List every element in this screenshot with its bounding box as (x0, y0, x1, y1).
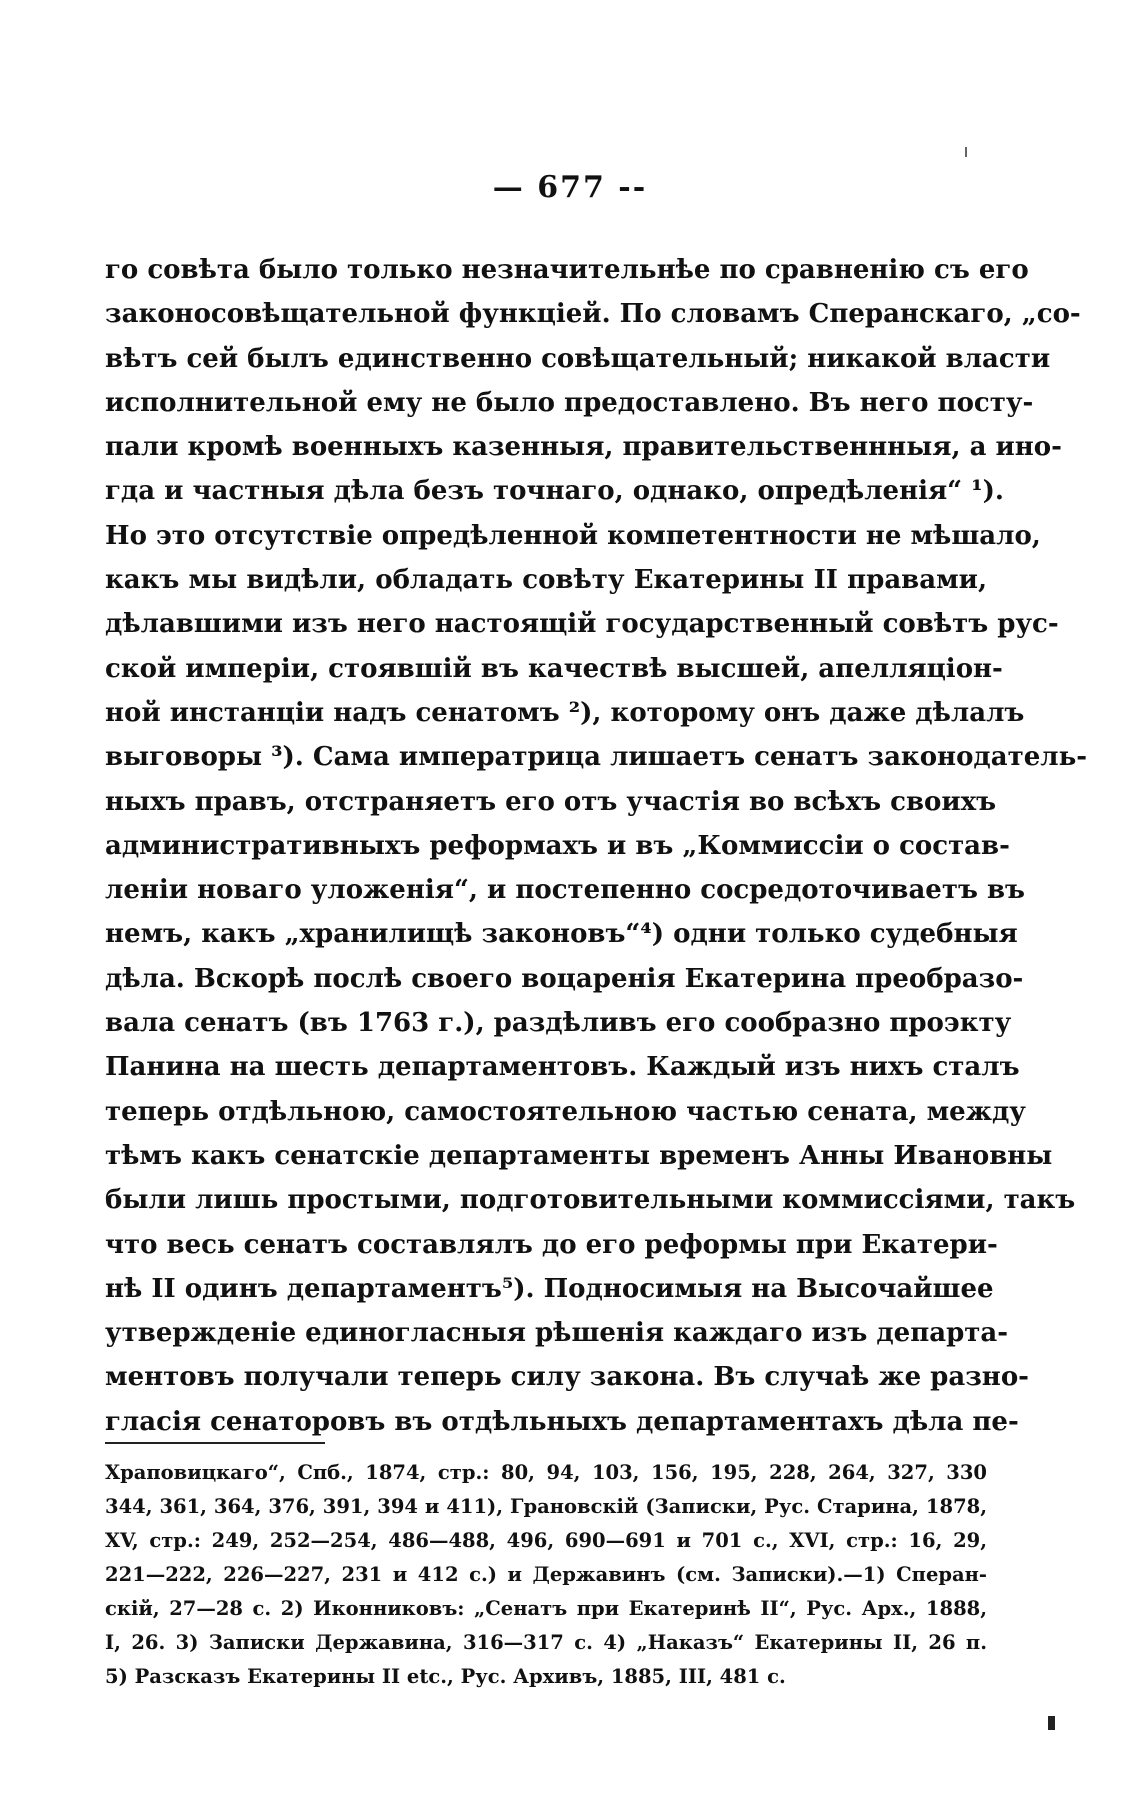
body-line: административныхъ реформахъ и въ „Коммиссіи о состав- (105, 830, 1010, 861)
scan-mark-bottom (1048, 1716, 1055, 1730)
body-line: гда и частныя дѣла безъ точнаго, однако, опредѣленія“ ¹). (105, 476, 1004, 507)
body-line: вѣтъ сей былъ единственно совѣщательный; никакой власти (105, 343, 1051, 374)
body-line: ныхъ правъ, отстраняетъ его отъ участія во всѣхъ своихъ (105, 786, 997, 817)
body-line: нѣ II одинъ департаментъ⁵). Подносимыя на Высочайшее (105, 1273, 994, 1304)
body-line: го совѣта было только незначительнѣе по сравненію съ его (105, 255, 1029, 285)
footnote-line: Храповицкаго“, Спб., 1874, стр.: 80, 94, 103, 156, 195, 228, 264, 327, 330 (105, 1461, 987, 1484)
body-line: леніи новаго уложенія“, и постепенно сосредоточиваетъ въ (105, 875, 1025, 906)
body-line: дѣла. Вскорѣ послѣ своего воцаренія Екатерина преобразо- (105, 963, 1024, 994)
page-number: — 677 -- (492, 170, 648, 205)
footnote-divider (105, 1442, 325, 1444)
body-line: вала сенатъ (въ 1763 г.), раздѣливъ его сообразно проэкту (105, 1008, 1012, 1039)
body-line: ментовъ получали теперь силу закона. Въ случаѣ же разно- (105, 1362, 1029, 1393)
body-line: ной инстанціи надъ сенатомъ ²), которому онъ даже дѣлалъ (105, 697, 1025, 728)
footnote-line: 5) Разсказъ Екатерины II etc., Рус. Архивъ, 1885, III, 481 с. (105, 1665, 786, 1688)
body-line: пали кромѣ военныхъ казенныя, правительственнныя, а ино- (105, 432, 1062, 463)
body-line: были лишь простыми, подготовительными коммиссіями, такъ (105, 1185, 1076, 1216)
body-line: утвержденіе единогласныя рѣшенія каждаго изъ департа- (105, 1318, 1009, 1349)
body-line: теперь отдѣльною, самостоятельною частью сената, между (105, 1096, 1026, 1127)
body-line: дѣлавшими изъ него настоящій государственный совѣтъ рус- (105, 609, 1059, 640)
body-line: исполнительной ему не было предоставлено. Въ него посту- (105, 387, 1034, 418)
body-line: тѣмъ какъ сенатскіе департаменты временъ Анны Ивановны (105, 1140, 1053, 1171)
body-line: какъ мы видѣли, обладать совѣту Екатерины II правами, (105, 565, 987, 596)
body-line: выговоры ³). Сама императрица лишаетъ сенатъ законодатель- (105, 742, 1088, 773)
body-line: Панина на шесть департаментовъ. Каждый изъ нихъ сталъ (105, 1052, 1020, 1083)
body-line: гласія сенаторовъ въ отдѣльныхъ департаментахъ дѣла пе- (105, 1406, 1019, 1437)
footnote-line: I, 26. 3) Записки Державина, 316—317 с. 4) „Наказъ“ Екатерины II, 26 п. (105, 1631, 987, 1654)
scan-mark-top (965, 147, 967, 157)
body-line: ской имперіи, стоявшій въ качествѣ высшей, апелляціон- (105, 653, 1003, 684)
footnote-line: 221—222, 226—227, 231 и 412 с.) и Державинъ (см. Записки).—1) Сперан- (105, 1563, 987, 1586)
footnote-line: скій, 27—28 с. 2) Иконниковъ: „Сенатъ при Екатеринѣ II“, Рус. Арх., 1888, (105, 1597, 987, 1620)
footnote-line: 344, 361, 364, 376, 391, 394 и 411), Грановскій (Записки, Рус. Старина, 1878, (105, 1495, 987, 1518)
footnotes (105, 1456, 987, 1694)
body-line: Но это отсутствіе опредѣленной компетентности не мѣшало, (105, 520, 1041, 551)
body-line: что весь сенатъ составлялъ до его реформы при Екатери- (105, 1229, 998, 1260)
body-text (105, 248, 1088, 1444)
body-line: законосовѣщательной функціей. По словамъ Сперанскаго, „со- (105, 299, 1081, 330)
footnote-line: XV, стр.: 249, 252—254, 486—488, 496, 690—691 и 701 с., XVI, стр.: 16, 29, (105, 1529, 987, 1552)
body-line: немъ, какъ „хранилищѣ законовъ“⁴) одни только судебныя (105, 919, 1018, 950)
